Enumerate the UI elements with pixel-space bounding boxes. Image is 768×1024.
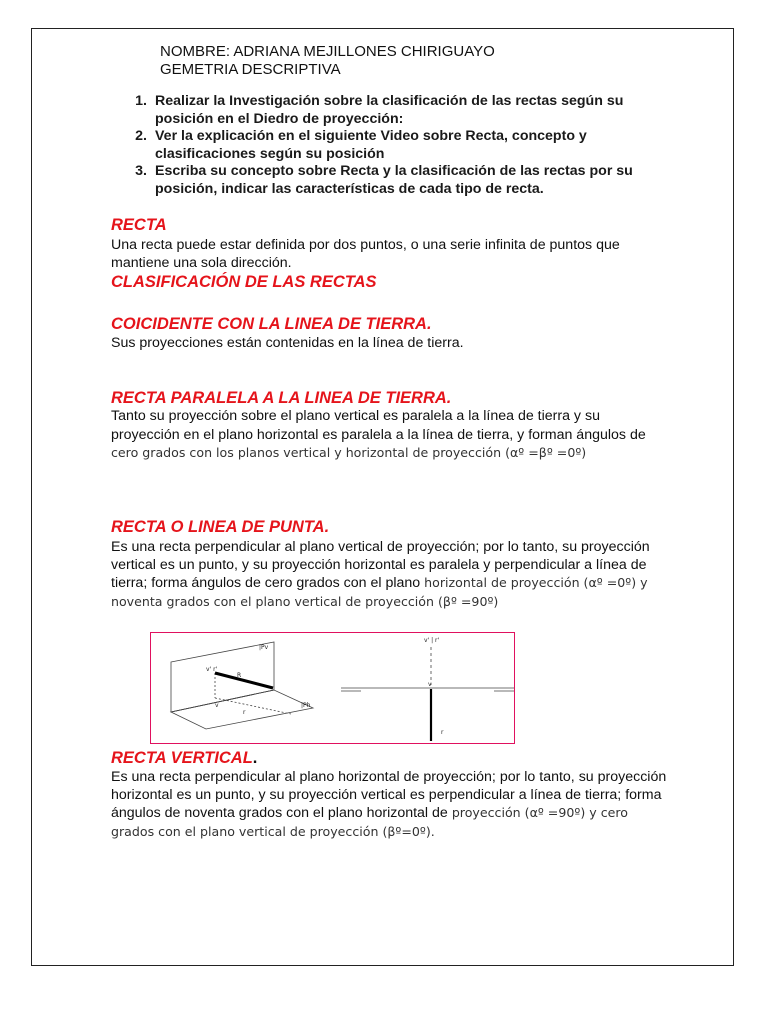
heading-recta: RECTA: [111, 216, 167, 234]
text-paralela: [111, 408, 671, 463]
label-R: R: [237, 672, 242, 679]
vertical-plane: [171, 642, 274, 712]
label-v-left: v: [215, 702, 219, 709]
heading-vertical: [111, 748, 257, 768]
label-vr-left: v' r': [206, 666, 218, 673]
text-coincidente: Sus proyecciones están contenidas en la línea de tierra.: [111, 335, 464, 351]
diagram-svg: [151, 633, 514, 743]
student-name: NOMBRE: ADRIANA MEJILLONES CHIRIGUAYO: [160, 43, 495, 60]
instruction-number: 2.: [135, 128, 147, 144]
instruction-text: Escriba su concepto sobre Recta y la clasificación de las rectas por su posición, indicar las características de cada tipo de recta.: [155, 163, 633, 197]
text-punta-main: Es una recta perpendicular al plano vertical de proyección; por lo tanto, su proyección vertical es un punto, y su proyección horizontal es paralela y perpendicular a línea de tierra; forma ángulos de cero grados con el plano: [111, 539, 650, 591]
horizontal-plane: [171, 690, 313, 729]
instruction-item: [118, 93, 678, 128]
heading-vertical-suffix: .: [252, 749, 258, 767]
instruction-text: Realizar la Investigación sobre la clasificación de las rectas según su posición en el Diedro de proyección:: [155, 93, 624, 127]
label-vr-right: v' | r': [424, 637, 440, 644]
instructions-list: [118, 93, 678, 198]
text-recta: Una recta puede estar definida por dos puntos, o una serie infinita de puntos que mantiene una sola dirección.: [111, 237, 620, 271]
text-punta-alt: horizontal de proyección (αº =0º) y noventa grados con el plano vertical de proyección (βº =90º): [111, 575, 648, 609]
text-vertical-main: Es una recta perpendicular al plano horizontal de proyección; por lo tanto, su proyección horizontal es un punto, y su proyección vertical es perpendicular a línea de tierra; forma ángulos de noventa grados con el plano horizontal de: [111, 769, 667, 821]
text-vertical-alt: proyección (αº =90º) y cero grados con el plano vertical de proyección (βº=0º).: [111, 805, 628, 839]
instruction-number: 1.: [135, 93, 147, 109]
instruction-number: 3.: [135, 163, 147, 179]
heading-clasificacion: CLASIFICACIÓN DE LAS RECTAS: [111, 273, 377, 291]
text-paralela-alt: cero grados con los planos vertical y horizontal de proyección (αº =βº =0º): [111, 445, 587, 460]
heading-coincidente: COICIDENTE CON LA LINEA DE TIERRA.: [111, 315, 432, 333]
ground-line: [171, 690, 274, 712]
heading-vertical-text: RECTA VERTICAL: [111, 749, 253, 767]
instruction-item: [118, 128, 678, 163]
diagram-recta-de-punta: [150, 632, 515, 744]
label-v-right: v: [428, 681, 432, 688]
label-r-right: r: [441, 729, 444, 736]
line-r: [215, 673, 273, 688]
text-punta: [111, 539, 671, 611]
instruction-item: [118, 163, 678, 198]
label-r-left: r: [243, 709, 246, 716]
heading-paralela: RECTA PARALELA A LA LINEA DE TIERRA.: [111, 389, 452, 407]
label-ph: |Ph: [301, 702, 311, 709]
text-paralela-main: Tanto su proyección sobre el plano vertical es paralela a la línea de tierra y su proyección en el plano horizontal es paralela a la línea de tierra, y forman ángulos de: [111, 408, 646, 443]
label-pv: |Pv: [259, 644, 269, 651]
subject-title: GEMETRIA DESCRIPTIVA: [160, 61, 341, 78]
heading-punta: RECTA O LINEA DE PUNTA.: [111, 518, 330, 536]
text-vertical: [111, 769, 671, 841]
instruction-text: Ver la explicación en el siguiente Video sobre Recta, concepto y clasificaciones según su posición: [155, 128, 587, 162]
